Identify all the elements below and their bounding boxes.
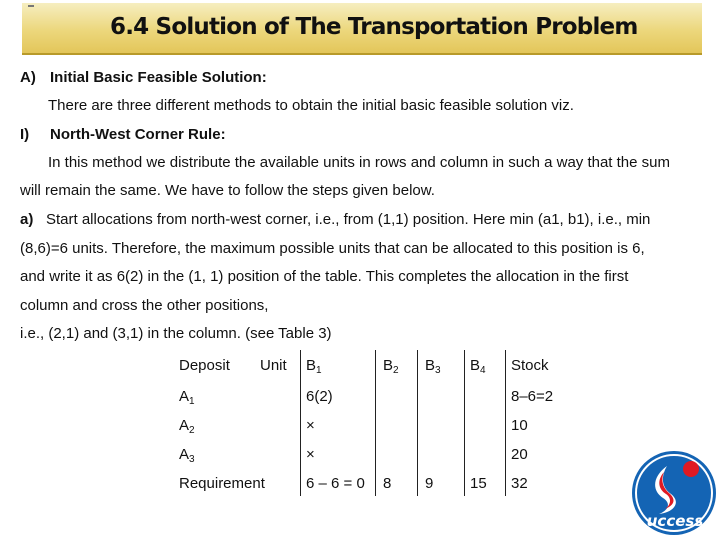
- row-a3-label-base: A: [179, 446, 190, 463]
- header-b4: [470, 357, 486, 374]
- row-a3-label: [179, 446, 195, 463]
- requirement-stock: 32: [511, 475, 528, 492]
- transportation-table: [172, 350, 562, 496]
- heading-a: [20, 69, 267, 86]
- title-band: [22, 3, 702, 55]
- step-a-line-3: and write it as 6(2) in the (1, 1) position of the table. This completes the allocation in the first: [20, 268, 629, 285]
- requirement-b2: 8: [383, 475, 392, 492]
- step-a-line-1: [20, 211, 650, 228]
- paragraph-i-line-2: will remain the same. We have to follow the steps given below.: [20, 182, 435, 199]
- heading-i: [20, 126, 226, 143]
- paragraph-a: There are three different methods to obtain the initial basic feasible solution viz.: [48, 97, 574, 114]
- table-divider: [417, 350, 418, 496]
- row-a3-label-sub: 3: [189, 454, 195, 465]
- table-divider: [505, 350, 506, 496]
- step-a-line-2: (8,6)=6 units. Therefore, the maximum possible units that can be allocated to this position is 6,: [20, 240, 645, 257]
- step-a-line-5: i.e., (2,1) and (3,1) in the column. (see Table 3): [20, 325, 332, 342]
- header-b3-sub: 3: [435, 365, 441, 376]
- row-a2-label-sub: 2: [189, 425, 195, 436]
- row-a1-stock: 8–6=2: [511, 388, 554, 405]
- table-divider: [300, 350, 301, 496]
- paragraph-i-line-1: In this method we distribute the available units in rows and column in such a way that the sum: [48, 154, 670, 171]
- row-a3-stock: 20: [511, 446, 528, 463]
- header-b4-base: B: [470, 357, 481, 374]
- requirement-label: Requirement: [179, 475, 265, 492]
- requirement-b3: 9: [425, 475, 434, 492]
- row-a2-label-base: A: [179, 417, 190, 434]
- logo-red-dot: [683, 461, 699, 477]
- row-a1-label-base: A: [179, 388, 190, 405]
- header-b1: [306, 357, 322, 374]
- success-logo-graphic: [631, 450, 717, 536]
- heading-i-text: North-West Corner Rule:: [50, 126, 226, 143]
- row-a2-b1: ×: [306, 417, 315, 434]
- requirement-b4: 15: [470, 475, 487, 492]
- row-a2-stock: 10: [511, 417, 528, 434]
- header-b1-sub: 1: [316, 365, 322, 376]
- row-a2-label: [179, 417, 195, 434]
- success-logo: [631, 450, 717, 536]
- step-a-first-line: Start allocations from north-west corner, i.e., from (1,1) position. Here min (a1, b1), i.e., min: [46, 211, 651, 228]
- header-b3-base: B: [425, 357, 436, 374]
- row-a1-label: [179, 388, 195, 405]
- corner-tick: [28, 5, 34, 7]
- step-a-marker: a): [20, 211, 34, 228]
- header-b2: [383, 357, 399, 374]
- header-b2-base: B: [383, 357, 394, 374]
- heading-a-marker: A): [20, 69, 36, 86]
- row-a1-label-sub: 1: [189, 396, 195, 407]
- logo-text: uccess: [646, 512, 704, 530]
- heading-i-marker: I): [20, 126, 30, 143]
- header-b4-sub: 4: [480, 365, 486, 376]
- requirement-b1: 6 – 6 = 0: [306, 475, 365, 492]
- header-b3: [425, 357, 441, 374]
- header-b1-base: B: [306, 357, 317, 374]
- row-a3-b1: ×: [306, 446, 315, 463]
- header-stock: Stock: [511, 357, 549, 374]
- table-divider: [375, 350, 376, 496]
- step-a-line-4: column and cross the other positions,: [20, 297, 269, 314]
- header-unit: Unit: [260, 357, 287, 374]
- slide-title: 6.4 Solution of The Transportation Problem: [110, 14, 638, 40]
- header-b2-sub: 2: [393, 365, 399, 376]
- table-divider: [464, 350, 465, 496]
- heading-a-text: Initial Basic Feasible Solution:: [50, 69, 267, 86]
- row-a1-b1: 6(2): [306, 388, 333, 405]
- header-deposit: Deposit: [179, 357, 230, 374]
